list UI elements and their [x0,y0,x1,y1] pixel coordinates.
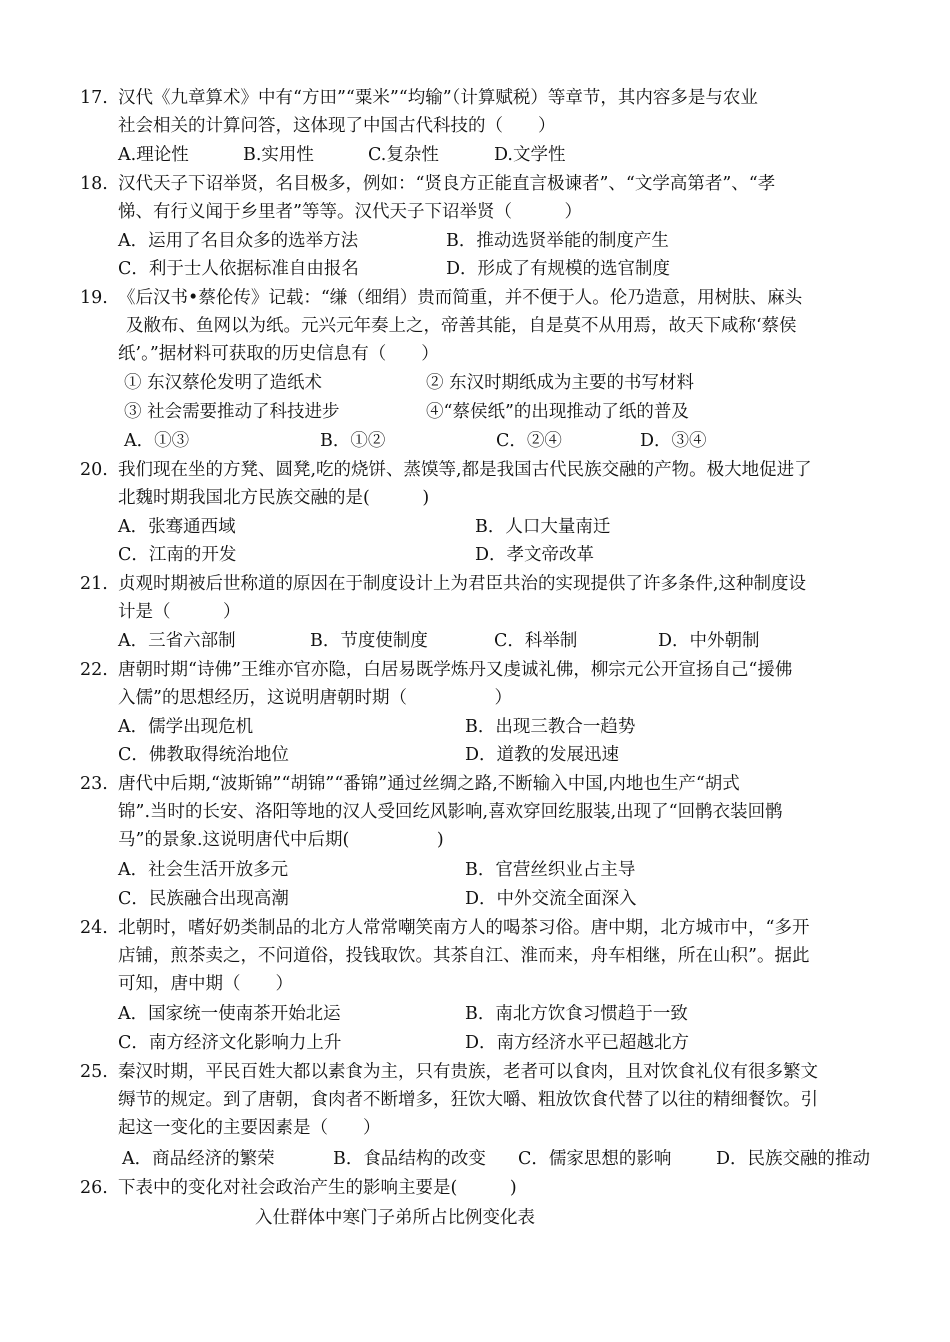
option-d[interactable]: D．道教的发展迅速 [465,745,620,765]
option-b[interactable]: B．推动选贤举能的制度产生 [446,231,669,251]
question-stem-line: 汉代《九章算术》中有“方田”“粟米”“均输”（计算赋税）等章节，其内容多是与农业 [118,88,758,108]
question-number: 21. [80,574,108,594]
question-stem-line: 北魏时期我国北方民族交融的是( ) [118,488,430,508]
question-number: 23. [80,774,108,794]
question-stem-line: 纸’。”据材料可获取的历史信息有（ ） [118,344,439,364]
question-stem-line: 秦汉时期，平民百姓大都以素食为主，只有贵族，老者可以食肉，且对饮食礼仪有很多繁文 [118,1062,818,1082]
option-d[interactable]: D．③④ [640,431,707,451]
question-number: 26. [80,1178,108,1198]
question-stem-line: 社会相关的计算问答，这体现了中国古代科技的（ ） [118,116,556,136]
option-b[interactable]: B．节度使制度 [310,631,428,651]
option-c[interactable]: C．儒家思想的影响 [518,1149,672,1169]
question-stem-line: 汉代天子下诏举贤，名目极多，例如：“贤良方正能直言极谏者”、“文学高第者”、“孝 [118,174,776,194]
statement-4: ④“蔡侯纸”的出现推动了纸的普及 [426,402,689,422]
option-a[interactable]: A．三省六部制 [118,631,236,651]
statement-3: ③ 社会需要推动了科技进步 [124,402,340,422]
statement-2: ② 东汉时期纸成为主要的书写材料 [426,373,695,393]
option-d[interactable]: D．孝文帝改革 [475,545,595,565]
option-c[interactable]: C．利于士人依据标准自由报名 [118,259,359,279]
question-stem-line: 及敝布、鱼网以为纸。元兴元年奏上之，帝善其能，自是莫不从用焉，故天下咸称‘蔡侯 [126,316,797,336]
option-b[interactable]: B．官营丝织业占主导 [465,860,636,880]
question-stem-line: 起这一变化的主要因素是（ ） [118,1118,381,1138]
question-number: 25. [80,1062,108,1082]
option-a[interactable]: A．儒学出现危机 [118,717,254,737]
option-c[interactable]: C．②④ [496,431,562,451]
option-d[interactable]: D．中外朝制 [658,631,760,651]
question-stem-line: 《后汉书•蔡伦传》记载：“缣（细绢）贵而简重，并不便于人。伦乃造意，用树肤、麻头 [118,288,803,308]
option-b[interactable]: B.实用性 [243,145,314,165]
option-c[interactable]: C．江南的开发 [118,545,237,565]
option-a[interactable]: A．国家统一使南茶开始北运 [118,1004,341,1024]
option-c[interactable]: C.复杂性 [368,145,439,165]
option-c[interactable]: C．南方经济文化影响力上升 [118,1033,342,1053]
option-d[interactable]: D．中外交流全面深入 [465,889,637,909]
question-stem-line: 悌、有行义闻于乡里者”等等。汉代天子下诏举贤（ ） [118,202,582,222]
option-d[interactable]: D．民族交融的推动 [716,1149,871,1169]
option-b[interactable]: B．①② [320,431,386,451]
option-d[interactable]: D.文学性 [494,145,566,165]
option-b[interactable]: B．食品结构的改变 [333,1149,486,1169]
question-number: 18. [80,174,108,194]
option-a[interactable]: A.理论性 [118,145,189,165]
option-c[interactable]: C．科举制 [494,631,578,651]
question-stem-line: 下表中的变化对社会政治产生的影响主要是( ) [118,1178,517,1198]
question-number: 19. [80,288,108,308]
question-number: 22. [80,660,108,680]
option-d[interactable]: D．南方经济水平已超越北方 [465,1033,690,1053]
question-stem-line: 锦”.当时的长安、洛阳等地的汉人受回纥风影响,喜欢穿回纥服装,出现了“回鹘衣装回鹘 [118,802,783,822]
question-number: 20. [80,460,108,480]
question-stem-line: 我们现在坐的方凳、圆凳,吃的烧饼、蒸馍等,都是我国古代民族交融的产物。极大地促进了 [118,460,812,480]
option-b[interactable]: B．出现三教合一趋势 [465,717,636,737]
option-c[interactable]: C．民族融合出现高潮 [118,889,289,909]
statement-1: ① 东汉蔡伦发明了造纸术 [124,373,323,393]
question-stem-line: 入儒”的思想经历，这说明唐朝时期（ ） [118,688,512,708]
question-number: 24. [80,918,108,938]
option-b[interactable]: B．南北方饮食习惯趋于一致 [465,1004,688,1024]
option-a[interactable]: A．商品经济的繁荣 [122,1149,275,1169]
question-stem-line: 可知，唐中期（ ） [118,974,293,994]
question-stem-line: 计是（ ） [118,602,241,622]
option-a[interactable]: A．社会生活开放多元 [118,860,289,880]
question-stem-line: 贞观时期被后世称道的原因在于制度设计上为君臣共治的实现提供了许多条件,这种制度设 [118,574,807,594]
question-stem-line: 北朝时，嗜好奶类制品的北方人常常嘲笑南方人的喝茶习俗。唐中期，北方城市中，“多开 [118,918,810,938]
question-stem-line: 马”的景象.这说明唐代中后期( ) [118,830,444,850]
table-title: 入仕群体中寒门子弟所占比例变化表 [255,1208,535,1228]
option-b[interactable]: B．人口大量南迁 [475,517,611,537]
option-a[interactable]: A．张骞通西域 [118,517,236,537]
question-stem-line: 唐代中后期,“波斯锦”“胡锦”“番锦”通过丝绸之路,不断输入中国,内地也生产“胡式 [118,774,740,794]
question-stem-line: 唐朝时期“诗佛”王维亦官亦隐，白居易既学炼丹又虔诚礼佛，柳宗元公开宣扬自己“援佛 [118,660,793,680]
question-stem-line: 缛节的规定。到了唐朝，食肉者不断增多，狂饮大嚼、粗放饮食代替了以往的精细餐饮。引 [118,1090,818,1110]
question-number: 17. [80,88,108,108]
option-d[interactable]: D．形成了有规模的选官制度 [446,259,671,279]
option-a[interactable]: A．运用了名目众多的选举方法 [118,231,359,251]
option-a[interactable]: A．①③ [124,431,190,451]
option-c[interactable]: C．佛教取得统治地位 [118,745,289,765]
question-stem-line: 店铺，煎茶卖之，不问道俗，投钱取饮。其茶自江、淮而来，舟车相继，所在山积”。据此 [118,946,810,966]
